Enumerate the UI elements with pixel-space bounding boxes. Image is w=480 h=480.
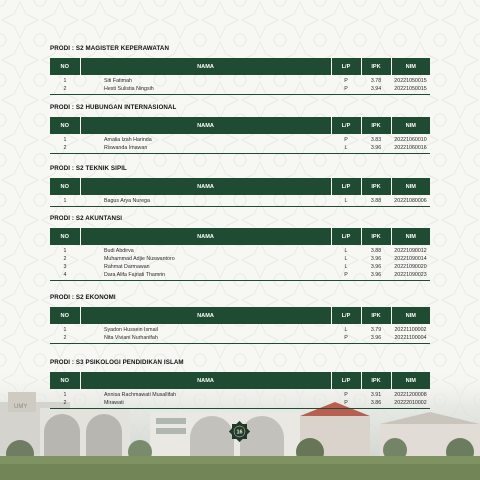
table-header	[50, 178, 430, 195]
table-bottom-rule	[50, 343, 430, 344]
cell-lp: L	[344, 248, 348, 254]
prodi-title: PRODI : S2 AKUNTANSI	[50, 215, 123, 222]
cell-no: 2	[63, 145, 67, 151]
table-row	[50, 75, 430, 85]
cell-no: 1	[63, 198, 67, 204]
prodi-section	[50, 103, 430, 154]
graduates-table	[50, 58, 430, 93]
building-sign: UMY	[14, 404, 28, 410]
table-row	[50, 245, 430, 255]
column-header-no: NO	[60, 233, 69, 240]
column-header-lp: L/P	[331, 117, 361, 134]
cell-lp: P	[344, 137, 348, 143]
prodi-section	[50, 164, 430, 207]
column-header-nim: NIM	[391, 372, 430, 389]
cell-no: 2	[63, 256, 67, 262]
cell-no: 2	[63, 335, 67, 341]
page-number-badge	[229, 421, 250, 442]
column-header-ipk: IPK	[361, 178, 391, 195]
cell-ipk: 3.91	[370, 392, 382, 398]
cell-nama: Amalia Izah Harinda	[104, 137, 152, 143]
cell-lp: L	[344, 264, 348, 270]
prodi-section	[50, 358, 430, 409]
cell-ipk: 3.88	[370, 198, 382, 204]
cell-no: 3	[63, 264, 67, 270]
column-header-ipk: IPK	[361, 228, 391, 245]
cell-nama: Bagus Arya Nurega	[104, 198, 150, 204]
table-bottom-rule	[50, 94, 430, 95]
column-header-nim: NIM	[391, 178, 430, 195]
cell-lp: P	[344, 400, 348, 406]
cell-nama: Budi Abdirva	[104, 248, 134, 254]
cell-nim: 20221060016	[394, 145, 427, 151]
cell-ipk: 3.94	[370, 86, 382, 92]
graduates-table	[50, 307, 430, 342]
cell-lp: P	[344, 86, 348, 92]
cell-ipk: 3.78	[370, 78, 382, 84]
column-header-ipk: IPK	[361, 117, 391, 134]
table-row	[50, 271, 430, 279]
cell-nama: Muhammad Adjie Nuswantoro	[104, 256, 175, 262]
column-header-nim: NIM	[391, 117, 430, 134]
table-header	[50, 117, 430, 134]
table-header	[50, 307, 430, 324]
cell-nama: Syadon Hussein Ismail	[104, 327, 158, 333]
prodi-title: PRODI : S2 TEKNIK SIPIL	[50, 165, 127, 172]
cell-ipk: 3.96	[370, 335, 382, 341]
cell-no: 1	[63, 137, 67, 143]
cell-ipk: 3.79	[370, 327, 382, 333]
column-header-lp: L/P	[331, 228, 361, 245]
column-header-nama: NAMA	[80, 178, 331, 195]
cell-ipk: 3.96	[370, 256, 382, 262]
table-row	[50, 324, 430, 334]
table-row	[50, 255, 430, 263]
table-row	[50, 195, 430, 205]
cell-no: 1	[63, 327, 67, 333]
cell-ipk: 3.96	[370, 264, 382, 270]
column-header-nim: NIM	[391, 58, 430, 75]
column-header-nim: NIM	[391, 307, 430, 324]
prodi-title: PRODI : S2 HUBUNGAN INTERNASIONAL	[50, 104, 177, 111]
graduates-table	[50, 178, 430, 205]
cell-lp: P	[344, 78, 348, 84]
cell-nim: 20221090012	[394, 248, 427, 254]
column-header-no: NO	[60, 183, 69, 190]
table-row	[50, 134, 430, 144]
table-row	[50, 144, 430, 152]
cell-ipk: 3.83	[370, 137, 382, 143]
column-header-nim: NIM	[391, 228, 430, 245]
column-header-no: NO	[60, 377, 69, 384]
graduates-table	[50, 228, 430, 279]
cell-nim: 20221100002	[394, 327, 427, 333]
table-row	[50, 334, 430, 342]
column-header-no: NO	[60, 312, 69, 319]
cell-nama: Annisa Rachmawati Musallifah	[104, 392, 177, 398]
column-header-lp: L/P	[331, 58, 361, 75]
cell-nama: Rahmat Darmawan	[104, 264, 150, 270]
column-header-ipk: IPK	[361, 372, 391, 389]
cell-nim: 20222010002	[394, 400, 427, 406]
cell-lp: L	[344, 327, 348, 333]
cell-no: 4	[63, 272, 67, 278]
table-header	[50, 58, 430, 75]
table-row	[50, 399, 430, 407]
cell-nim: 20221080006	[394, 198, 427, 204]
cell-no: 1	[63, 392, 67, 398]
table-header	[50, 372, 430, 389]
prodi-title: PRODI : S3 PSIKOLOGI PENDIDIKAN ISLAM	[50, 359, 184, 366]
cell-nama: Dara Alifa Fajriati Thamrin	[104, 272, 166, 278]
prodi-section	[50, 214, 430, 281]
cell-nama: Siti Fatimah	[104, 78, 132, 84]
column-header-lp: L/P	[331, 178, 361, 195]
cell-nama: Hesti Sulistia Ningsih	[104, 86, 154, 92]
column-header-nama: NAMA	[80, 228, 331, 245]
column-header-ipk: IPK	[361, 307, 391, 324]
table-bottom-rule	[50, 206, 430, 207]
cell-nim: 20221050015	[394, 86, 427, 92]
prodi-title: PRODI : S2 MAGISTER KEPERAWATAN	[50, 45, 170, 52]
column-header-nama: NAMA	[80, 117, 331, 134]
table-bottom-rule	[50, 280, 430, 281]
graduates-table	[50, 372, 430, 407]
cell-ipk: 3.96	[370, 145, 382, 151]
table-bottom-rule	[50, 408, 430, 409]
column-header-no: NO	[60, 122, 69, 129]
graduates-table	[50, 117, 430, 152]
cell-nama: Riswanda Imawan	[104, 145, 148, 151]
prodi-section	[50, 44, 430, 95]
prodi-section	[50, 293, 430, 344]
prodi-title: PRODI : S2 EKONOMI	[50, 294, 116, 301]
column-header-lp: L/P	[331, 307, 361, 324]
column-header-ipk: IPK	[361, 58, 391, 75]
cell-lp: P	[344, 392, 348, 398]
cell-no: 2	[63, 86, 67, 92]
cell-nim: 20221200008	[394, 392, 427, 398]
cell-nama: Mirawati	[104, 400, 124, 406]
table-row	[50, 389, 430, 399]
cell-ipk: 3.96	[370, 272, 382, 278]
cell-lp: L	[344, 256, 348, 262]
cell-nim: 20221060010	[394, 137, 427, 143]
table-header	[50, 228, 430, 245]
cell-nama: Nita Viviani Nurhanifah	[104, 335, 158, 341]
cell-nim: 20221050015	[394, 78, 427, 84]
cell-ipk: 3.86	[370, 400, 382, 406]
column-header-nama: NAMA	[80, 58, 331, 75]
cell-lp: L	[344, 145, 348, 151]
cell-no: 1	[63, 248, 67, 254]
cell-nim: 20221090023	[394, 272, 427, 278]
cell-no: 2	[63, 400, 67, 406]
cell-ipk: 3.88	[370, 248, 382, 254]
page-number: 16	[236, 429, 243, 436]
table-row	[50, 85, 430, 93]
column-header-nama: NAMA	[80, 307, 331, 324]
column-header-lp: L/P	[331, 372, 361, 389]
cell-lp: L	[344, 198, 348, 204]
table-bottom-rule	[50, 153, 430, 154]
cell-nim: 20221100004	[394, 335, 427, 341]
cell-lp: P	[344, 335, 348, 341]
cell-lp: P	[344, 272, 348, 278]
column-header-nama: NAMA	[80, 372, 331, 389]
cell-no: 1	[63, 78, 67, 84]
table-row	[50, 263, 430, 271]
cell-nim: 20221090020	[394, 264, 427, 270]
column-header-no: NO	[60, 63, 69, 70]
cell-nim: 20221090014	[394, 256, 427, 262]
